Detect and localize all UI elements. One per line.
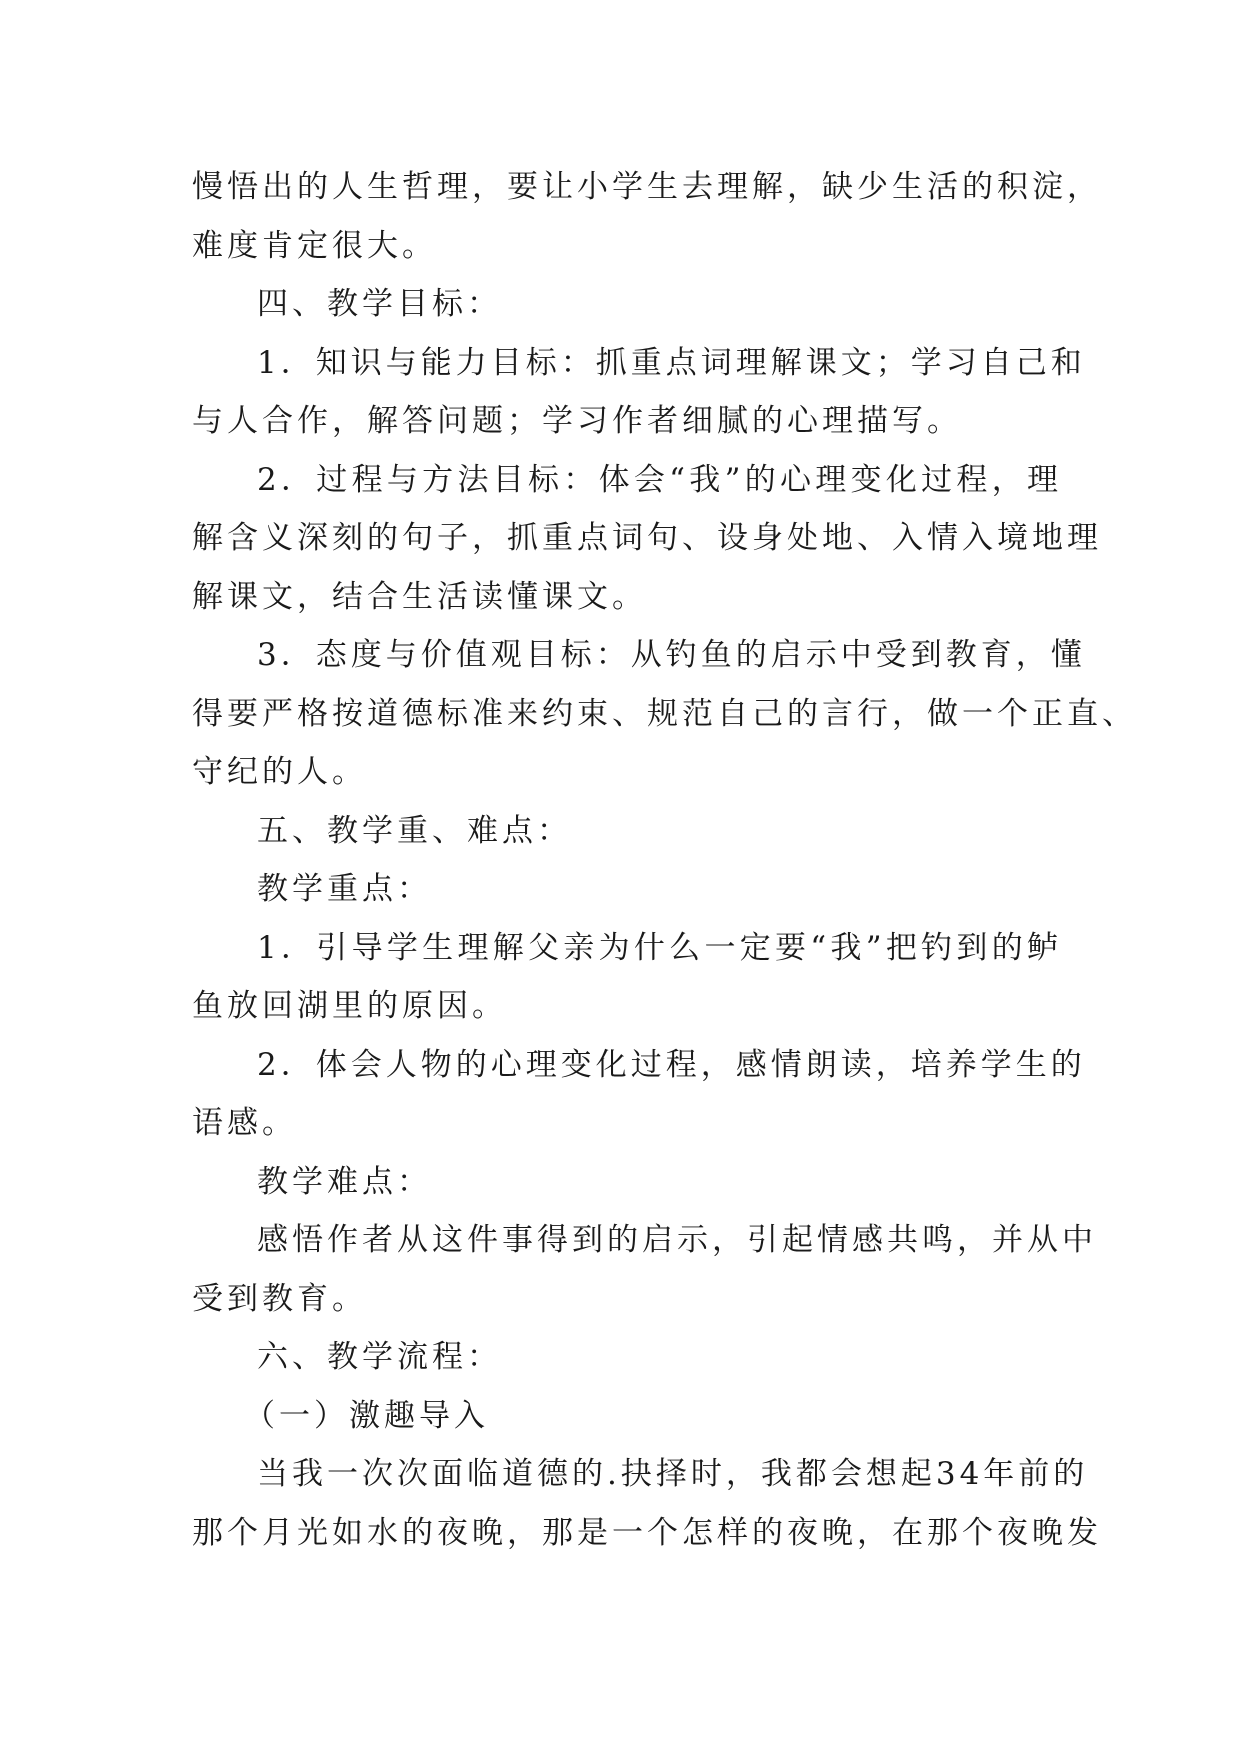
text-line: 解课文，结合生活读懂课文。 [192, 578, 647, 615]
document-body [192, 158, 1137, 1562]
text-line: 得要严格按道德标准来约束、规范自己的言行，做一个正直、 [192, 695, 1137, 732]
text-line: 与人合作，解答问题；学习作者细腻的心理描写。 [192, 403, 962, 439]
subheading: 教学难点： [257, 1163, 432, 1200]
text-line: 鱼放回湖里的原因。 [192, 988, 507, 1024]
text-line: 当我一次次面临道德的.抉择时，我都会想起34年前的 [257, 1456, 1089, 1492]
section-heading: 六、教学流程： [257, 1339, 502, 1375]
text-line: 难度肯定很大。 [192, 227, 437, 264]
text-line: 感悟作者从这件事得到的启示，引起情感共鸣，并从中 [257, 1222, 1097, 1258]
text-line: 2．体会人物的心理变化过程，感情朗读，培养学生的 [257, 1046, 1086, 1083]
text-line: 受到教育。 [192, 1280, 367, 1317]
text-line: 语感。 [192, 1105, 297, 1141]
text-line: 解含义深刻的句子，抓重点词句、设身处地、入情入境地理 [192, 520, 1102, 556]
text-line: 慢悟出的人生哲理，要让小学生去理解，缺少生活的积淀， [192, 169, 1102, 205]
subheading: （一）激趣导入 [244, 1397, 489, 1434]
section-heading: 四、教学目标： [257, 286, 502, 322]
text-line: 1．引导学生理解父亲为什么一定要“我”把钓到的鲈 [257, 929, 1062, 966]
text-line: 2．过程与方法目标：体会“我”的心理变化过程，理 [257, 461, 1062, 498]
text-line: 1．知识与能力目标：抓重点词理解课文；学习自己和 [257, 344, 1086, 381]
subheading: 教学重点： [257, 871, 432, 907]
text-line: 那个月光如水的夜晚，那是一个怎样的夜晚，在那个夜晚发 [192, 1514, 1102, 1551]
text-line: 3．态度与价值观目标：从钓鱼的启示中受到教育，懂 [257, 637, 1086, 673]
section-heading: 五、教学重、难点： [257, 812, 572, 849]
text-line: 守纪的人。 [192, 754, 367, 790]
